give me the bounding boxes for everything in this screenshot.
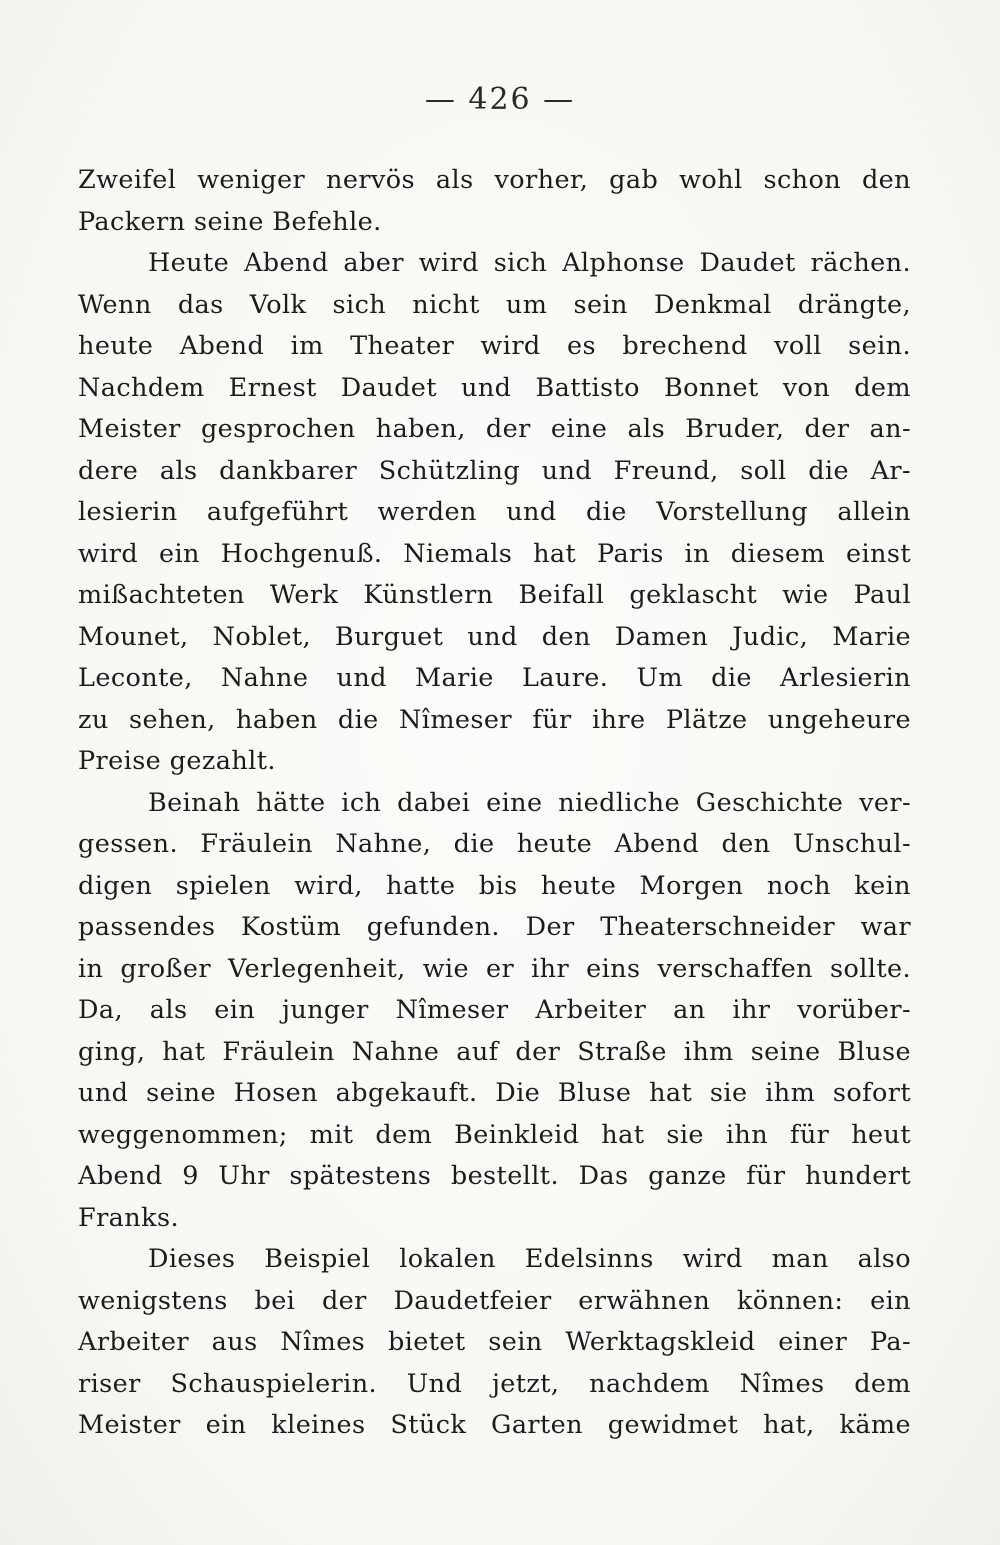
text-line: riser Schauspielerin. Und jetzt, nachdem Nîmes dem <box>78 1368 911 1399</box>
text-line: Preise gezahlt. <box>78 746 276 776</box>
text-line: Leconte, Nahne und Marie Laure. Um die Arlesierin <box>78 663 911 693</box>
text-line: Packern seine Befehle. <box>78 206 382 237</box>
text-line: dere als dankbarer Schützling und Freund, soll die Ar- <box>78 455 911 486</box>
text-line: Da, als ein junger Nîmeser Arbeiter an ihr vorüber- <box>78 995 911 1025</box>
text-line: Arbeiter aus Nîmes bietet sein Werktagskleid einer Pa- <box>78 1327 911 1357</box>
text-line: Mounet, Noblet, Burguet und den Damen Judic, Marie <box>78 621 911 652</box>
text-line: mißachteten Werk Künstlern Beifall geklascht wie Paul <box>78 580 911 610</box>
text-line: in großer Verlegenheit, wie er ihr eins verschaffen sollte. <box>78 953 911 984</box>
text-line: Franks. <box>78 1202 179 1233</box>
text-line: Meister gesprochen haben, der eine als Bruder, der an- <box>78 414 911 444</box>
text-line: Heute Abend aber wird sich Alphonse Daudet rächen. <box>148 248 911 278</box>
text-line: digen spielen wird, hatte bis heute Morgen noch kein <box>78 870 911 901</box>
text-line: Dieses Beispiel lokalen Edelsinns wird man also <box>148 1244 911 1274</box>
body-text <box>78 160 911 1447</box>
text-line: wenigstens bei der Daudetfeier erwähnen können: ein <box>78 1285 911 1316</box>
text-line: ging, hat Fräulein Nahne auf der Straße ihm seine Bluse <box>78 1036 911 1067</box>
text-line: Beinah hätte ich dabei eine niedliche Geschichte ver- <box>148 787 911 818</box>
text-line: Meister ein kleines Stück Garten gewidmet hat, käme <box>78 1410 911 1440</box>
text-line: und seine Hosen abgekauft. Die Bluse hat sie ihm sofort <box>78 1078 911 1108</box>
text-line: wird ein Hochgenuß. Niemals hat Paris in diesem einst <box>78 538 911 569</box>
text-line: heute Abend im Theater wird es brechend voll sein. <box>78 331 911 361</box>
text-line: passendes Kostüm gefunden. Der Theaterschneider war <box>78 912 911 942</box>
page-number: — 426 — <box>424 82 576 117</box>
text-line: Zweifel weniger nervös als vorher, gab wohl schon den <box>78 165 911 195</box>
text-line: Nachdem Ernest Daudet und Battisto Bonnet von dem <box>78 372 911 403</box>
text-line: gessen. Fräulein Nahne, die heute Abend den Unschul- <box>78 829 911 859</box>
text-line: Abend 9 Uhr spätestens bestellt. Das ganze für hundert <box>78 1161 911 1191</box>
text-line: lesierin aufgeführt werden und die Vorstellung allein <box>78 497 911 527</box>
text-line: weggenommen; mit dem Beinkleid hat sie ihn für heut <box>78 1119 911 1150</box>
text-line: zu sehen, haben die Nîmeser für ihre Plätze ungeheure <box>78 704 911 735</box>
text-line: Wenn das Volk sich nicht um sein Denkmal drängte, <box>78 289 911 320</box>
